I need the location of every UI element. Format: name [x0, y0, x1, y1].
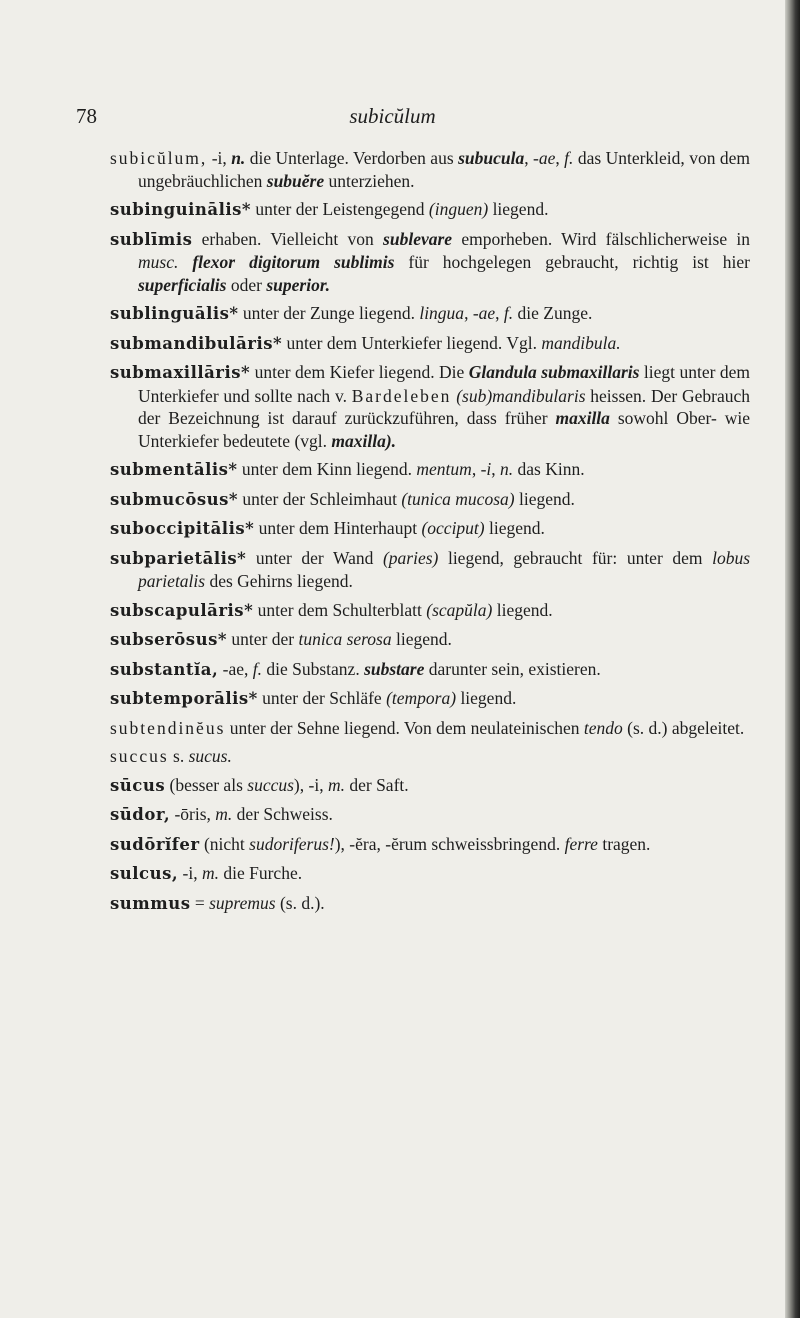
- headword: sublīmis: [110, 229, 193, 249]
- entry-text: unter dem Kiefer liegend. Die: [250, 362, 469, 382]
- headword: substantĭa,: [110, 659, 219, 679]
- entry-sulcus: [110, 862, 750, 886]
- entry-text: ,: [555, 148, 565, 168]
- headword: summus: [110, 893, 191, 913]
- gender-label: f.: [252, 658, 262, 679]
- headword: sulcus,: [110, 864, 179, 883]
- entry-sublimis: [110, 228, 750, 297]
- entry-text: ,: [491, 459, 501, 479]
- headword: submucōsus*: [110, 489, 239, 509]
- entry-text: oder: [226, 274, 267, 295]
- entry-text: -i,: [178, 863, 202, 883]
- entry-submandibularis: [110, 332, 750, 356]
- entry-text: (nicht: [199, 833, 250, 854]
- entry-text: das Unterkleid, von dem ungebräuchlichen: [138, 148, 750, 191]
- entry-text: s.: [168, 746, 189, 766]
- entry-text: unter der Wand: [246, 547, 383, 568]
- latin-term: tendo: [583, 717, 623, 738]
- latin-term: maxilla).: [331, 430, 397, 451]
- entry-substantia: [110, 658, 750, 682]
- headword: succus: [110, 746, 169, 766]
- entry-suboccipitalis: [110, 517, 750, 541]
- headword: subserōsus*: [110, 630, 228, 649]
- latin-term: tunica serosa: [298, 629, 392, 649]
- entry-text: die Unterlage. Verdorben aus: [245, 148, 459, 168]
- latin-term: sublevare: [383, 228, 453, 249]
- entry-text: unter dem Schulterblatt: [253, 599, 427, 620]
- entry-text: liegend.: [484, 518, 545, 538]
- entry-text: ,: [464, 303, 473, 323]
- gender-label: n.: [500, 459, 514, 479]
- gender-label: m.: [215, 804, 233, 824]
- headword: subscapulāris*: [110, 600, 254, 620]
- entry-subscapularis: [110, 599, 750, 623]
- entry-text: für hochgelegen gebraucht, richtig ist hier: [394, 252, 751, 272]
- latin-term: subucula: [458, 148, 525, 168]
- entry-text: die Substanz.: [262, 658, 365, 679]
- entry-text: unter der Leistengegend: [251, 199, 429, 219]
- entry-text: liegend.: [514, 488, 575, 509]
- headword: subtemporālis*: [110, 689, 258, 708]
- entry-submucosus: [110, 488, 750, 512]
- latin-term: ferre: [564, 833, 598, 854]
- latin-term: (tunica mucosa): [401, 488, 515, 509]
- latin-term: superficialis: [138, 274, 227, 295]
- entry-text: liegt unter dem Unterkiefer und sollte nach v.: [138, 362, 750, 406]
- headword: sudōrĭfer: [110, 834, 200, 854]
- author-name: Bardeleben: [351, 385, 452, 406]
- entry-text: tragen.: [597, 833, 651, 854]
- latin-term: mentum: [416, 459, 472, 479]
- entry-text: der Schweiss.: [232, 804, 333, 824]
- entry-text: =: [190, 892, 210, 913]
- entry-text: die Zunge.: [513, 303, 593, 323]
- latin-term: -ae: [533, 148, 556, 168]
- latin-term: sudoriferus!: [249, 833, 335, 854]
- entry-text: ,: [524, 148, 533, 168]
- latin-term: flexor digitorum sublimis: [192, 252, 395, 272]
- headword: submaxillāris*: [110, 363, 251, 382]
- entry-text: (s. d.) abgeleitet.: [622, 717, 745, 738]
- headword: sūcus: [110, 775, 166, 795]
- headword: subtendinĕus: [110, 717, 226, 738]
- latin-term: supremus: [209, 892, 276, 913]
- page-header: [0, 104, 785, 134]
- gender-label: m.: [327, 774, 345, 795]
- entry-text: liegend.: [391, 629, 452, 649]
- latin-term: superior.: [266, 274, 331, 295]
- gender-label: f.: [564, 148, 574, 168]
- entry-text: heissen. Der Gebrauch der Bezeichnung ist darauf zurückzuführen, dass früher: [138, 385, 750, 428]
- latin-term: lingua: [419, 303, 465, 323]
- latin-term: lobus parietalis: [138, 547, 751, 591]
- entry-summus: [110, 892, 750, 916]
- headword: suboccipitālis*: [110, 519, 255, 538]
- entry-text: erhaben. Vielleicht von: [192, 228, 384, 249]
- entry-text: ), -ĕra, -ĕrum schweissbringend.: [334, 833, 565, 854]
- entry-text: unterziehen.: [324, 170, 415, 191]
- headword: subicŭlum,: [110, 148, 208, 168]
- latin-term: (paries): [382, 547, 439, 568]
- entry-text: unter der Zunge liegend.: [238, 303, 420, 323]
- entry-succus: [110, 745, 750, 768]
- entry-text: unter der: [227, 629, 299, 649]
- gender-label: m.: [201, 863, 219, 883]
- entry-submaxillaris: [110, 361, 750, 452]
- latin-term: sucus.: [188, 746, 232, 766]
- entry-text: unter dem Kinn liegend.: [237, 459, 417, 479]
- entry-text: unter dem Unterkiefer liegend. Vgl.: [282, 332, 542, 353]
- entry-text: unter der Schleimhaut: [238, 488, 402, 509]
- entry-text: des Gehirns liegend.: [205, 571, 353, 591]
- headword: subinguinālis*: [110, 200, 252, 219]
- entry-list: [110, 147, 750, 921]
- entry-text: ,: [471, 459, 481, 479]
- entry-text: unter der Sehne liegend. Von dem neulateinischen: [225, 717, 584, 738]
- page-number: 78: [76, 104, 97, 128]
- latin-term: subuĕre: [266, 170, 325, 191]
- gender-label: n.: [231, 148, 246, 168]
- latin-term: substare: [364, 658, 425, 679]
- latin-term: -ae: [472, 303, 496, 323]
- latin-term: -i: [480, 459, 492, 479]
- latin-term: (tempora): [386, 688, 457, 708]
- entry-sublingualis: [110, 302, 750, 326]
- entry-submentalis: [110, 458, 750, 482]
- running-head: subicŭlum: [349, 104, 436, 128]
- entry-sudorifer: [110, 833, 750, 857]
- entry-text: liegend.: [488, 199, 549, 219]
- entry-text: darunter sein, existieren.: [424, 658, 601, 679]
- entry-text: ), -i,: [293, 774, 328, 795]
- headword: submandibulāris*: [110, 333, 283, 353]
- entry-text: der Saft.: [344, 774, 409, 795]
- entry-subtendineus: [110, 717, 750, 740]
- entry-subiculum: [110, 147, 750, 192]
- entry-subparietalis: [110, 547, 750, 593]
- entry-subtemporalis: [110, 687, 750, 711]
- entry-text: emporheben. Wird fälschlicherweise in: [452, 228, 750, 249]
- entry-text: liegend.: [456, 688, 517, 708]
- entry-text: das Kinn.: [513, 459, 585, 479]
- entry-text: -i,: [207, 148, 232, 168]
- headword: submentālis*: [110, 460, 238, 479]
- entry-text: unter der Schläfe: [257, 688, 387, 708]
- entry-subserosus: [110, 628, 750, 652]
- entry-text: liegend.: [492, 599, 553, 620]
- entry-sudor: [110, 803, 750, 827]
- entry-text: die Furche.: [218, 863, 303, 883]
- book-binding-edge: [785, 0, 800, 1318]
- latin-term: (occiput): [421, 518, 485, 538]
- headword: sublinguālis*: [110, 304, 239, 323]
- latin-term: (scapŭla): [426, 599, 493, 620]
- latin-term: musc.: [138, 252, 179, 272]
- latin-term: maxilla: [555, 408, 610, 428]
- latin-term: succus: [247, 774, 294, 795]
- latin-term: mandibula.: [541, 332, 621, 353]
- entry-text: -ōris,: [170, 804, 216, 824]
- entry-text: [178, 252, 192, 272]
- entry-text: unter dem Hinterhaupt: [254, 518, 422, 538]
- headword: subparietālis*: [110, 548, 247, 568]
- entry-text: (s. d.).: [275, 892, 325, 913]
- gender-label: f.: [503, 303, 514, 323]
- latin-term: (inguen): [428, 199, 489, 219]
- entry-text: sowohl Ober- wie Unterkiefer bedeutete (vgl.: [138, 408, 750, 451]
- latin-term: (sub)mandibularis: [456, 385, 586, 406]
- entry-text: liegend, gebraucht für: unter dem: [438, 547, 713, 568]
- entry-subinguinalis: [110, 198, 750, 222]
- entry-text: -ae,: [218, 658, 253, 679]
- headword: sūdor,: [110, 805, 171, 824]
- latin-term: Glandula submaxillaris: [468, 362, 640, 382]
- entry-sucus: [110, 774, 750, 798]
- entry-text: ,: [495, 303, 504, 323]
- entry-text: (besser als: [165, 774, 248, 795]
